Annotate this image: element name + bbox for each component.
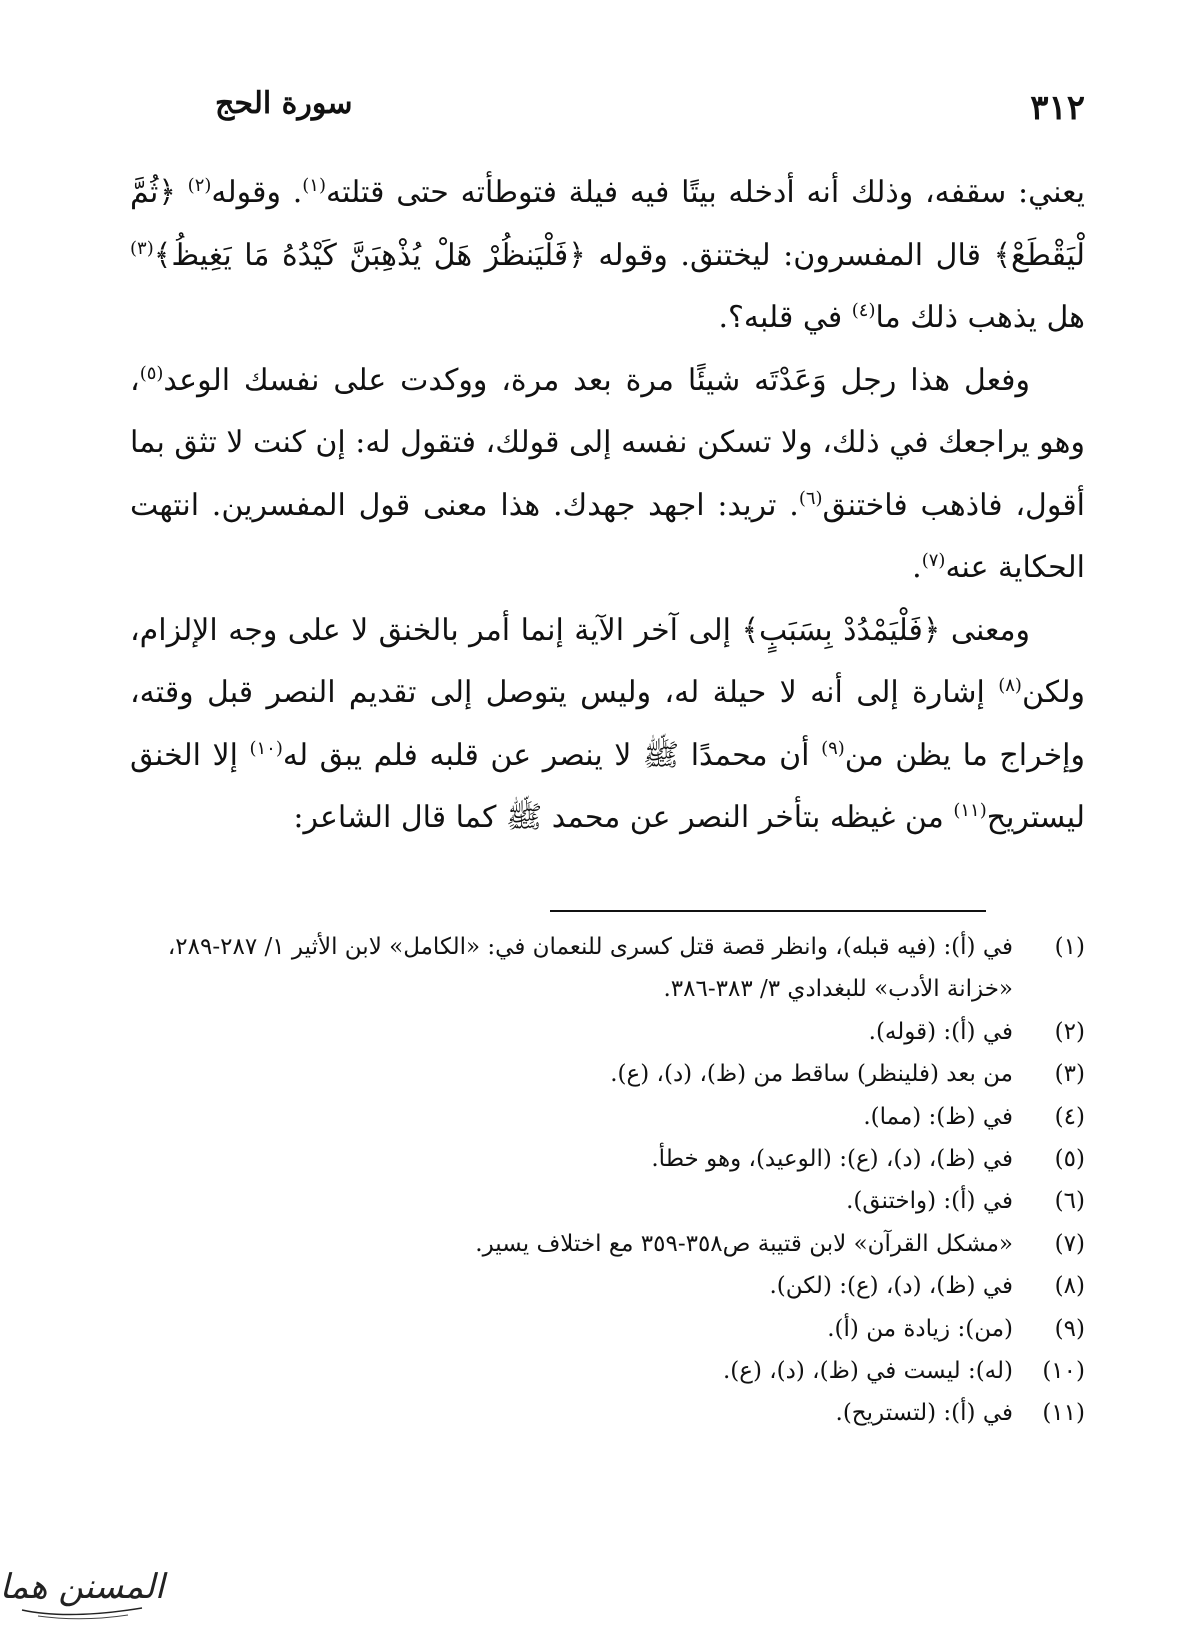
footnote-number: (١١) [1042,1400,1085,1427]
text-run: في قلبه؟. [718,300,852,335]
footnote-number: (٩) [1054,1315,1085,1342]
footnote-ref-11[interactable]: (١١) [953,800,987,821]
footnote-number: (٢) [1054,1018,1085,1045]
footnote-ref-3[interactable]: (٣) [130,237,154,259]
footnote-ref-8[interactable]: (٨) [998,675,1022,696]
footnote-number: (١) [1054,934,1085,960]
footnote-number: (١٠) [1042,1358,1085,1385]
footnote-number: (٦) [1054,1188,1085,1215]
footnote-number: (٥) [1054,1146,1085,1173]
footnote-item [130,1265,1085,1307]
footnote-item [130,1180,1085,1222]
text-run: إشارة إلى أنه لا حيلة له، وليس يتوصل إلى تقديم النصر قبل وقته، وإخراج ما يظن من [130,675,1086,773]
footnote-text: (من): زيادة من (أ). [827,1315,1013,1342]
quran-quote: ﴿فَلْيَمْدُدْ بِسَبَبٍ﴾ [741,612,941,648]
quran-quote: ﴿فَلْيَنظُرْ هَلْ يُذْهِبَنَّ كَيْدُهُ مَا يَغِيظُ﴾ [153,237,586,273]
footnote-text: «مشكل القرآن» لابن قتيبة ص٣٥٨-٣٥٩ مع اختلاف يسير. [475,1230,1013,1257]
text-run: أن محمدًا ﷺ لا ينصر عن قلبه فلم يبق له [282,737,822,773]
text-run: ومعنى [940,612,1031,648]
footnote-text: في (أ): (واختنق). [846,1188,1013,1215]
footnote-separator [550,910,986,912]
footnote-text: في (ظ)، (د)، (ع): (لكن). [769,1273,1013,1300]
text-run: من غيظه بتأخر النصر عن محمد ﷺ كما قال الشاعر: [293,800,954,835]
footnote-number: (٣) [1054,1061,1085,1088]
footnote-text: في (ظ): (مما). [863,1103,1013,1130]
footnote-text: من بعد (فلينظر) ساقط من (ظ)، (د)، (ع). [610,1061,1013,1088]
footnote-ref-4[interactable]: (٤) [851,300,876,321]
text-run: يعني: سقفه، وذلك أنه أدخله بيتًا فيه فيلة فتوطأته حتى قتلته [325,175,1085,210]
paragraph-1 [130,162,1085,350]
footnote-ref-7[interactable]: (٧) [921,550,946,571]
footnote-ref-1[interactable]: (١) [302,175,326,196]
text-run: إلى آخر الآية إنما أمر بالخنق لا على وجه الإلزام، ولكن [130,612,1085,710]
running-head: سورة الحج [215,86,353,121]
footnote-item [130,1308,1085,1350]
text-run: هل يذهب ذلك ما [875,300,1085,335]
quran-quote: ﴿ثُمَّ لْيَقْطَعْ﴾ [130,175,1085,273]
footnote-text: في (أ): (فيه قبله)، وانظر قصة قتل كسرى للنعمان في: «الكامل» لابن الأثير ١/ ٢٨٧-٢٨٩، «خزانة الأدب» للبغدادي ٣/ ٣٨٣-٣٨٦. [167,934,1013,1003]
footnote-item [130,1096,1085,1138]
footnote-item [130,1138,1085,1180]
footnote-number: (٨) [1054,1273,1085,1300]
calligraphy-logo-icon [0,1558,165,1628]
footnote-ref-10[interactable]: (١٠) [249,737,283,759]
footnote-item [130,1223,1085,1265]
text-run: وفعل هذا رجل وَعَدْتَه شيئًا مرة بعد مرة، ووكدت على نفسك الوعد [163,362,1030,398]
text-run: ، وهو يراجعك في ذلك، ولا تسكن نفسه إلى قولك، فتقول له: إن كنت لا تثق بما أقول، فاذهب فاختنق [130,362,1086,523]
watermark-logo [0,1558,165,1628]
flourish-stroke [22,1608,142,1615]
footnote-ref-6[interactable]: (٦) [798,487,823,509]
main-text [130,162,1085,850]
footnote-item [130,926,1085,1011]
footnote-number: (٤) [1054,1103,1085,1130]
paragraph-2 [130,350,1085,600]
footnote-ref-5[interactable]: (٥) [139,362,164,384]
footnote-text: في (أ): (قوله). [868,1018,1013,1045]
footnote-text: (له): ليست في (ظ)، (د)، (ع). [722,1358,1013,1385]
text-run: إلا الخنق ليستريح [130,737,1085,835]
text-run: قال المفسرون: ليختنق. وقوله [585,237,981,273]
footnote-item [130,1011,1085,1053]
footnote-number: (٧) [1054,1230,1085,1257]
watermark-text: المسنن هما [0,1567,165,1607]
paragraph-3 [130,600,1085,850]
flourish-stroke [38,1615,128,1619]
footnotes-list [130,926,1085,1435]
text-run: . تريد: اجهد جهدك. هذا معنى قول المفسرين. انتهت الحكاية عنه [130,487,1085,585]
footnote-ref-2[interactable]: (٢) [187,175,212,196]
footnote-text: في (ظ)، (د)، (ع): (الوعيد)، وهو خطأ. [651,1146,1013,1173]
text-run: . [912,550,922,585]
page-number: ٣١٢ [1030,88,1085,128]
footnote-item [130,1350,1085,1392]
footnote-ref-9[interactable]: (٩) [821,737,845,759]
text-run: . وقوله [211,175,303,210]
footnote-item [130,1392,1085,1434]
footnote-text: في (أ): (لتستريح). [835,1400,1013,1427]
footnote-item [130,1053,1085,1095]
